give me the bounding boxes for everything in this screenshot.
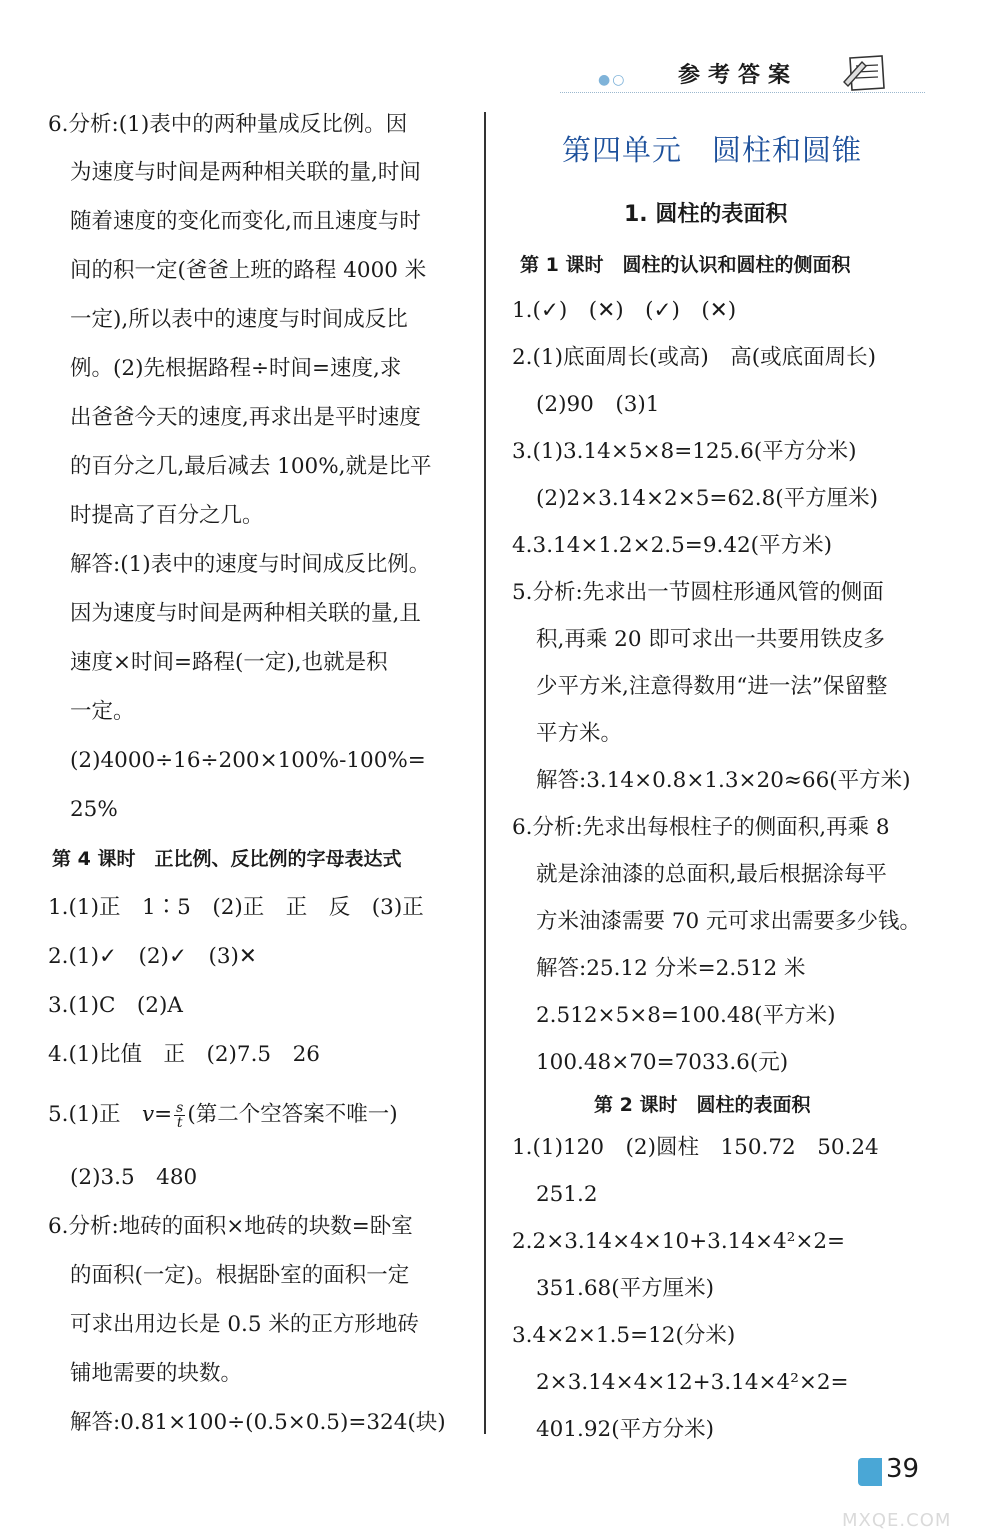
answer-line: 4.3.14×1.2×2.5=9.42(平方米) [512,533,832,558]
answer-line: 1.(1)120 (2)圆柱 150.72 50.24 [512,1135,879,1160]
left-q5-line [48,1100,398,1130]
answer-line: 3.(1)C (2)A [48,993,183,1018]
fraction-numerator: s [176,1099,184,1116]
answer-line: (2)3.5 480 [70,1165,198,1190]
answer-line: 间的积一定(爸爸上班的路程 4000 米 [70,258,427,283]
q5-formula-v: v= [141,1102,173,1127]
answer-line: 2×3.14×4×12+3.14×4²×2= [536,1370,849,1395]
answer-line: 401.92(平方分米) [536,1417,715,1442]
answer-line: 251.2 [536,1182,598,1207]
answer-line: (2)4000÷16÷200×100%-100%= [70,748,426,773]
answer-line: 时提高了百分之几。 [70,503,264,528]
header-title: 参考答案 [678,63,799,88]
section-heading: 第 1 课时 圆柱的认识和圆柱的侧面积 [520,254,851,276]
answer-line: 6.分析:(1)表中的两种量成反比例。因 [48,112,408,137]
answer-line: 100.48×70=7033.6(元) [536,1050,789,1075]
answer-line: 6.分析:地砖的面积×地砖的块数=卧室 [48,1214,413,1239]
answer-line: 因为速度与时间是两种相关联的量,且 [70,601,421,626]
answer-line: 铺地需要的块数。 [70,1361,243,1386]
answer-line: 2.2×3.14×4×10+3.14×4²×2= [512,1229,846,1254]
answer-line: 方米油漆需要 70 元可求出需要多少钱。 [536,909,922,934]
answer-line: 例。(2)先根据路程÷时间=速度,求 [70,356,402,381]
page-header [560,52,940,102]
answer-line: 1.(1)正 1∶5 (2)正 正 反 (3)正 [48,895,424,920]
answer-line: 3.(1)3.14×5×8=125.6(平方分米) [512,439,857,464]
answer-line: 少平方米,注意得数用“进一法”保留整 [536,674,888,699]
answer-line: 4.(1)比值 正 (2)7.5 26 [48,1042,320,1067]
q5-answer-b: (第二个空答案不唯一) [187,1102,398,1127]
answer-line: 平方米。 [536,721,623,746]
answer-line: 1.(✓) (✕) (✓) (✕) [512,298,737,323]
answer-line: 解答:25.12 分米=2.512 米 [536,956,806,981]
answer-line: 3.4×2×1.5=12(分米) [512,1323,736,1348]
answer-line: (2)90 (3)1 [536,392,660,417]
answer-line: 解答:3.14×0.8×1.3×20≈66(平方米) [536,768,911,793]
watermark-text: MXQE.COM [842,1510,952,1531]
fraction-s-over-t [174,1101,185,1130]
answer-line: 随着速度的变化而变化,而且速度与时 [70,209,421,234]
answer-line: 2.(1)底面周长(或高) 高(或底面周长) [512,345,877,370]
watermark-logo [812,1474,988,1532]
answer-line: 5.分析:先求出一节圆柱形通风管的侧面 [512,580,884,605]
answer-line: 2.512×5×8=100.48(平方米) [536,1003,836,1028]
answer-line: 2.(1)✓ (2)✓ (3)✕ [48,944,257,969]
answer-line: 解答:(1)表中的速度与时间成反比例。 [70,552,431,577]
answer-line: 351.68(平方厘米) [536,1276,715,1301]
answer-line: 出爸爸今天的速度,再求出是平时速度 [70,405,421,430]
answer-line: 一定。 [70,699,135,724]
answer-line: 积,再乘 20 即可求出一共要用铁皮多 [536,627,885,652]
header-dots: ●○ [598,72,627,88]
answer-line: 为速度与时间是两种相关联的量,时间 [70,160,421,185]
section-heading: 1. 圆柱的表面积 [624,202,788,227]
answer-line: 解答:0.81×100÷(0.5×0.5)=324(块) [70,1410,446,1435]
page-number: 39 [886,1454,920,1484]
section-heading: 第 2 课时 圆柱的表面积 [594,1094,811,1116]
answer-line: 的面积(一定)。根据卧室的面积一定 [70,1263,410,1288]
notebook-pen-icon [842,52,892,94]
answer-line: 6.分析:先求出每根柱子的侧面积,再乘 8 [512,815,890,840]
header-rule [560,92,925,93]
answer-line: (2)2×3.14×2×5=62.8(平方厘米) [536,486,879,511]
answer-line: 就是涂油漆的总面积,最后根据涂每平 [536,862,887,887]
answer-line: 25% [70,797,118,822]
answer-line: 可求出用边长是 0.5 米的正方形地砖 [70,1312,419,1337]
fraction-denominator: t [176,1114,183,1131]
section-heading: 第 4 课时 正比例、反比例的字母表达式 [52,848,402,870]
q5-answer-a: 5.(1)正 [48,1102,142,1127]
column-divider [484,112,486,1434]
unit-title: 第四单元 圆柱和圆锥 [562,133,863,167]
answer-line: 一定),所以表中的速度与时间成反比 [70,307,408,332]
answer-line: 的百分之几,最后减去 100%,就是比平 [70,454,432,479]
answer-line: 速度×时间=路程(一定),也就是积 [70,650,388,675]
